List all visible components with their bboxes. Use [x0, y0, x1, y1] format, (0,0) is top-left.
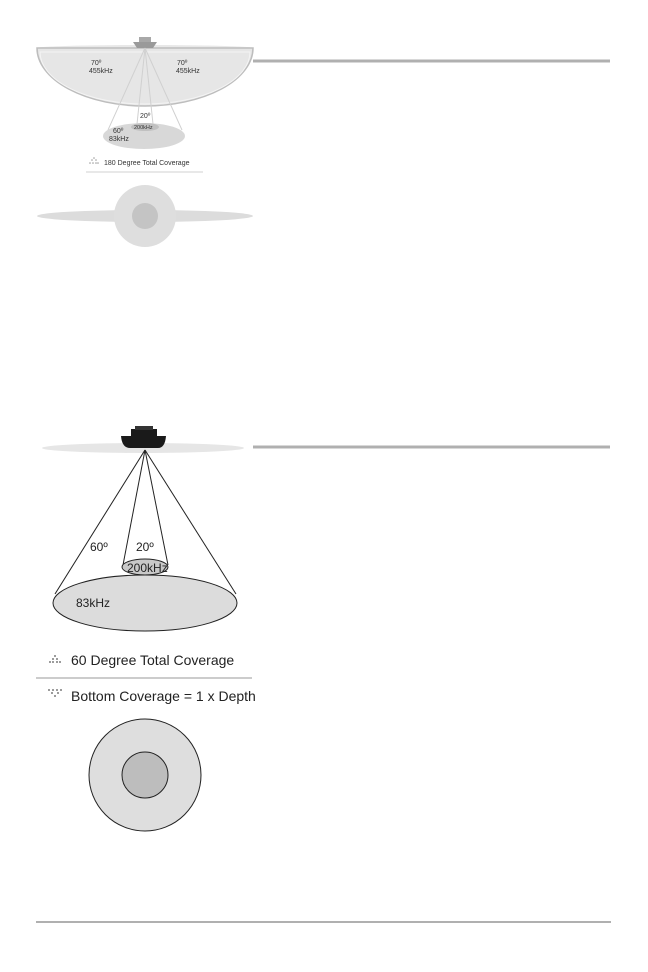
side-beam-coverage	[37, 48, 253, 106]
left-beam-freq: 455kHz	[89, 68, 113, 75]
bottom-coverage-depth-label: Bottom Coverage = 1 x Depth	[71, 688, 256, 704]
wide-beam-freq: 83kHz	[109, 136, 129, 143]
coverage-icon	[49, 655, 61, 663]
bottom-coverage-degree-label: 60 Degree Total Coverage	[71, 652, 235, 668]
narrow-beam-angle: 20º	[136, 540, 154, 554]
narrow-beam-freq: 200kHz	[134, 125, 153, 131]
side-imaging-diagram	[37, 37, 253, 247]
top-coverage-label: 180 Degree Total Coverage	[104, 160, 190, 167]
top-overhead-view	[37, 185, 253, 247]
narrow-beam-angle: 20º	[140, 113, 151, 120]
boat-icon	[133, 37, 157, 48]
wide-beam-angle: 60º	[113, 128, 124, 135]
wide-beam-freq: 83kHz	[76, 596, 111, 610]
right-beam-freq: 455kHz	[176, 68, 200, 75]
dual-beam-diagram	[36, 426, 256, 831]
right-beam-angle: 70º	[177, 60, 188, 67]
bottom-coverage-icon	[48, 689, 62, 697]
narrow-beam-freq: 200kHz	[127, 561, 168, 575]
left-beam-angle: 70º	[91, 60, 102, 67]
boat-icon	[121, 426, 166, 448]
coverage-icon	[89, 157, 99, 164]
bottom-overhead-view	[89, 719, 201, 831]
wide-beam-angle: 60º	[90, 540, 108, 554]
